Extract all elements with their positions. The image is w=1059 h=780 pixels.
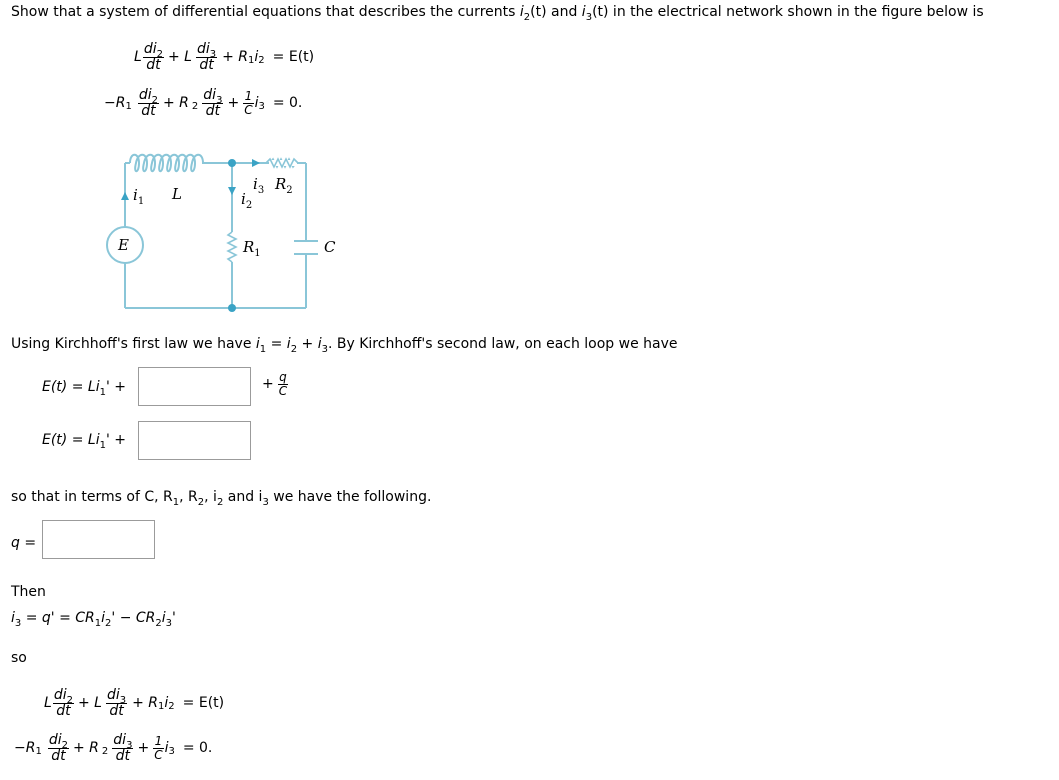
so-text: so (11, 650, 27, 666)
arrow-i3-icon (252, 159, 260, 167)
arrow-i1-icon (121, 192, 129, 200)
label-i2: $i_2$ (241, 190, 253, 211)
node-top (228, 159, 236, 167)
intro-text: Show that a system of differential equations that describes the currents $i_2(t)$ and $i_3(t)$ in the electrical network shown in the figure below is (11, 4, 984, 23)
label-e: E (118, 236, 129, 254)
system-top-eq2: −R 1 $\frac{di_2}{dt}$ + R 2 $\frac{di_3}{dt}$ + $\frac{1}{C}$ i 3 = 0. (104, 87, 303, 119)
then-text: Then (11, 584, 46, 600)
answer-box-loop2[interactable] (138, 421, 251, 460)
label-c: C (324, 238, 336, 256)
answer-box-loop1[interactable] (138, 367, 251, 406)
terms-text: so that in terms of C, $R_1$, $R_2$, $i_2$ and $i_3$ we have the following. (11, 489, 432, 508)
circuit-diagram (100, 150, 320, 318)
loop2-lhs: $E(t) = Li_1'$ + (42, 432, 126, 451)
answer-box-q[interactable] (42, 520, 155, 559)
q-label: q = (11, 535, 37, 551)
system-bottom-eq1: L $\frac{di_2}{dt}$ + L $\frac{di_3}{dt}$ + R 1 i 2 = E(t) (44, 687, 225, 719)
system-top-eq1: L $\frac{di_2}{dt}$ + L $\frac{di_3}{dt}$ + R 1 i 2 = E(t) (134, 41, 315, 73)
label-l: L (172, 185, 182, 203)
loop1-lhs: $E(t) = Li_1'$ + (42, 379, 126, 398)
i3-equation: $i_3 = q' = CR_1i_2' - CR_2i_3'$ (11, 610, 176, 629)
node-bottom (228, 304, 236, 312)
label-r1: $R_1$ (243, 238, 261, 259)
arrow-i2-icon (228, 187, 236, 195)
label-r2: $R_2$ (275, 175, 293, 196)
kirchhoff-text: Using Kirchhoff's first law we have $i_1 = i_2 + i_3$. By Kirchhoff's second law, on each loop we have (11, 336, 678, 355)
label-i1: $i_1$ (133, 186, 145, 207)
loop1-rhs: + $\frac{q}{C}$ (262, 370, 288, 398)
inductor-coil (130, 155, 206, 172)
label-i3: $i_3$ (253, 175, 265, 196)
system-bottom-eq2: −R 1 $\frac{di_2}{dt}$ + R 2 $\frac{di_3}{dt}$ + $\frac{1}{C}$ i 3 = 0. (14, 732, 213, 764)
